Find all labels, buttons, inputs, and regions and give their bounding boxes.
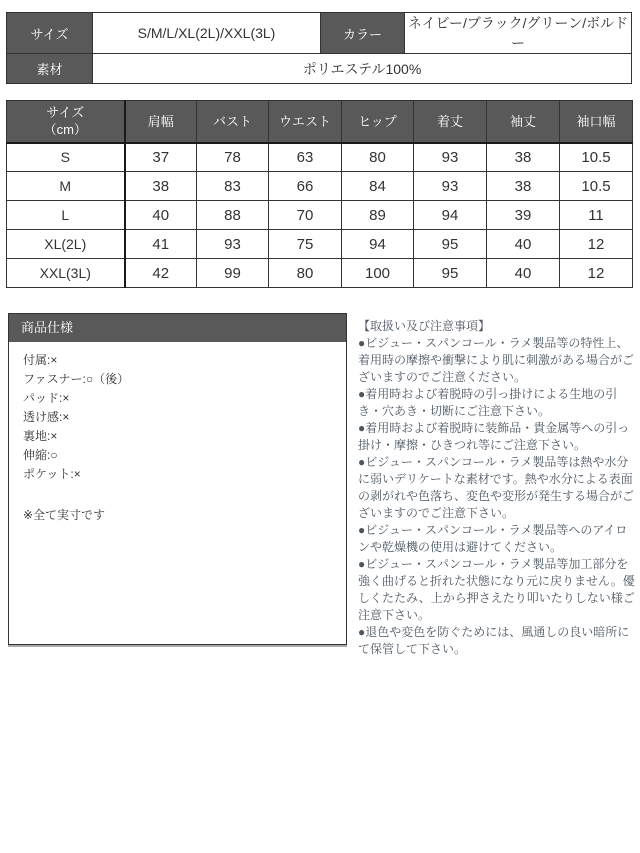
cell-value: 11 [560, 201, 633, 230]
row-label: L [7, 201, 125, 230]
product-info-table [6, 12, 632, 84]
row-label: S [7, 143, 125, 172]
col-header-shoulder: 肩幅 [125, 101, 197, 143]
cell-value: 80 [269, 259, 342, 288]
cell-value: 66 [269, 172, 342, 201]
cell-value: 83 [197, 172, 269, 201]
cell-value: 99 [197, 259, 269, 288]
cell-value: 37 [125, 143, 197, 172]
cell-value: 100 [342, 259, 414, 288]
size-table-header-row [7, 101, 633, 143]
col-header-sleeve: 袖丈 [487, 101, 560, 143]
notice-paragraph: ●ビジュー・スパンコール・ラメ製品等加工部分を強く曲げると折れた状態になり元に戻りません。優しくたたみ、上から押さえたり叩いたりしない様ご注意下さい。 [358, 557, 635, 622]
notice-paragraph: ●ビジュー・スパンコール・ラメ製品等は熱や水分に弱いデリケートな素材です。熱や水分による表面の剥がれや色落ち、変色や変形が発生する場合がございますのでご注意下さい。 [358, 455, 635, 520]
spec-item-pocket: ポケット:× [23, 467, 81, 481]
product-spec-box [8, 313, 347, 645]
cell-value: 38 [487, 172, 560, 201]
cell-value: 10.5 [560, 143, 633, 172]
spec-item-sheerness: 透け感:× [23, 410, 70, 424]
cell-value: 95 [414, 230, 487, 259]
row-label: XL(2L) [7, 230, 125, 259]
spec-item-accessory: 付属:× [23, 353, 58, 367]
cell-value: 88 [197, 201, 269, 230]
handling-notice-title: 【取扱い及び注意事項】 [358, 319, 491, 333]
info-row-size-color [7, 13, 632, 54]
spec-item-stretch: 伸縮:○ [23, 448, 58, 462]
spec-measurement-note: ※全て実寸です [23, 508, 106, 522]
color-label-cell: カラー [321, 13, 405, 54]
cell-value: 42 [125, 259, 197, 288]
cell-value: 12 [560, 259, 633, 288]
cell-value: 38 [487, 143, 560, 172]
cell-value: 40 [125, 201, 197, 230]
notice-paragraph: ●ビジュー・スパンコール・ラメ製品等へのアイロンや乾燥機の使用は避けてください。 [358, 523, 628, 554]
notice-paragraph: ●着用時および着脱時に装飾品・貴金属等への引っ掛け・摩擦・ひきつれ等にご注意下さい。 [358, 421, 630, 452]
row-label: XXL(3L) [7, 259, 125, 288]
cell-value: 10.5 [560, 172, 633, 201]
table-row-m [7, 172, 633, 201]
notice-paragraph: ●退色や変色を防ぐためには、風通しの良い暗所にて保管して下さい。 [358, 625, 630, 656]
cell-value: 40 [487, 259, 560, 288]
table-row-xl [7, 230, 633, 259]
notice-paragraph: ●ビジュー・スパンコール・ラメ製品等の特性上、着用時の摩擦や衝撃により肌に刺激がある場合がございますのでご注意ください。 [358, 336, 635, 384]
table-row-s [7, 143, 633, 172]
cell-value: 93 [197, 230, 269, 259]
size-label-cell: サイズ [7, 13, 93, 54]
cell-value: 80 [342, 143, 414, 172]
info-row-material [7, 54, 632, 84]
row-label: M [7, 172, 125, 201]
cell-value: 84 [342, 172, 414, 201]
cell-value: 93 [414, 172, 487, 201]
cell-value: 38 [125, 172, 197, 201]
size-header-line1: サイズ [46, 105, 85, 121]
cell-value: 12 [560, 230, 633, 259]
cell-value: 78 [197, 143, 269, 172]
cell-value: 63 [269, 143, 342, 172]
spec-item-pad: パッド:× [23, 391, 70, 405]
spec-box-body [9, 342, 346, 533]
size-header-line2: （cm） [43, 122, 87, 138]
size-value-cell: S/M/L/XL(2L)/XXL(3L) [93, 13, 321, 54]
cell-value: 41 [125, 230, 197, 259]
col-header-hip: ヒップ [342, 101, 414, 143]
col-header-length: 着丈 [414, 101, 487, 143]
cell-value: 89 [342, 201, 414, 230]
cell-value: 93 [414, 143, 487, 172]
cell-value: 39 [487, 201, 560, 230]
col-header-bust: バスト [197, 101, 269, 143]
cell-value: 70 [269, 201, 342, 230]
col-header-waist: ウエスト [269, 101, 342, 143]
material-value-cell: ポリエステル100% [93, 54, 632, 84]
color-value-cell: ネイビー/ブラック/グリーン/ボルドー [405, 13, 632, 54]
cell-value: 40 [487, 230, 560, 259]
spec-item-fastener: ファスナー:○（後） [23, 372, 130, 386]
cell-value: 94 [342, 230, 414, 259]
table-row-l [7, 201, 633, 230]
spec-box-title: 商品仕様 [9, 314, 346, 342]
notice-paragraph: ●着用時および着脱時の引っ掛けによる生地の引き・穴あき・切断にご注意下さい。 [358, 387, 618, 418]
spec-item-lining: 裏地:× [23, 429, 58, 443]
handling-notice [358, 318, 638, 658]
size-cm-header-cell [7, 101, 125, 143]
cell-value: 95 [414, 259, 487, 288]
material-label-cell: 素材 [7, 54, 93, 84]
col-header-cuff: 袖口幅 [560, 101, 633, 143]
size-measurements-table [6, 100, 633, 288]
cell-value: 75 [269, 230, 342, 259]
cell-value: 94 [414, 201, 487, 230]
table-row-xxl [7, 259, 633, 288]
